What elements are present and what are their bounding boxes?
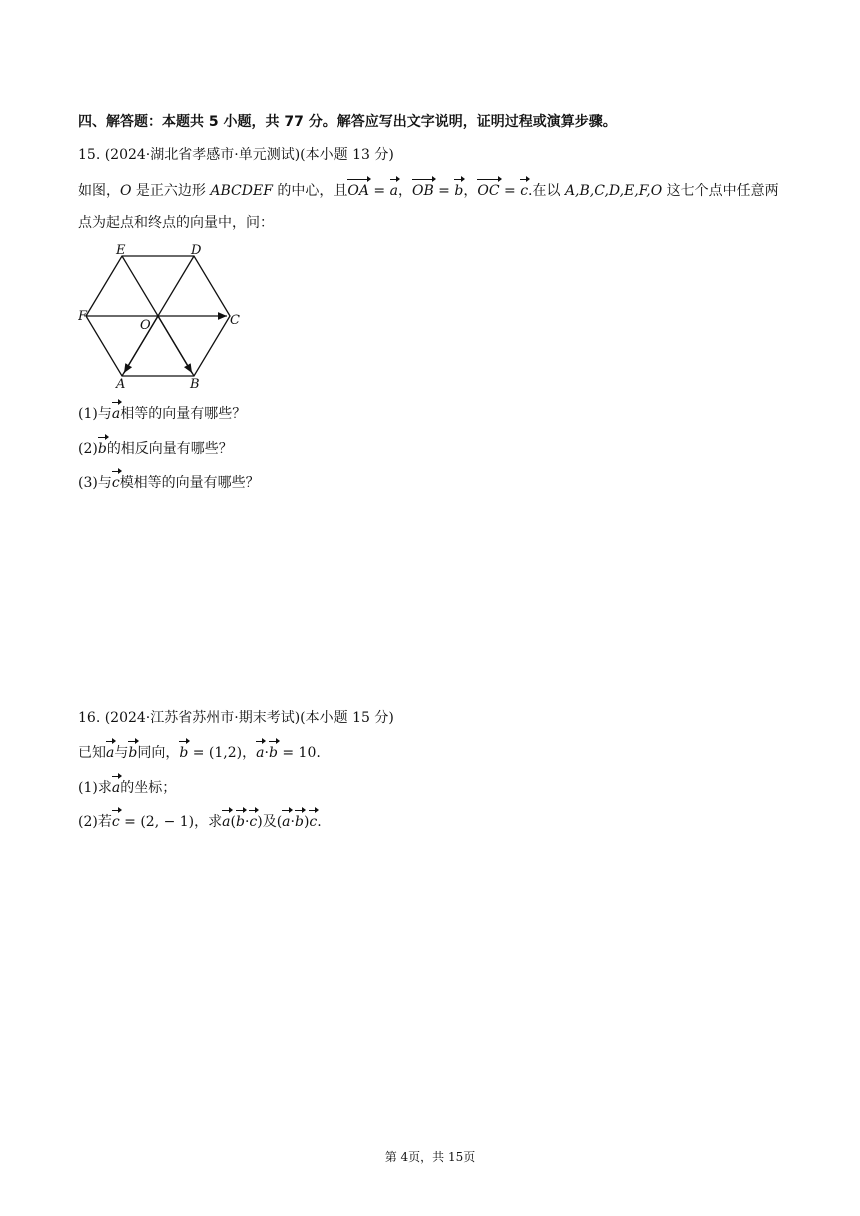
text: (2)若 (78, 814, 112, 830)
text: 同向， (137, 745, 180, 761)
vector-OC: OC (477, 183, 500, 199)
vector-OB: OB (411, 183, 434, 199)
section-title: 四、解答题：本题共 5 小题，共 77 分。解答应写出文字说明，证明过程或演算步骤。 (78, 114, 617, 130)
text: 相等的向量有哪些？ (120, 406, 247, 422)
hexagon-figure (78, 240, 248, 390)
text: ， (397, 183, 412, 199)
text: 与 (114, 745, 129, 761)
vector-b: b (454, 183, 464, 199)
text: (1)求 (78, 780, 112, 796)
label-C: C (230, 313, 240, 328)
dot: · (290, 814, 295, 830)
vector-a: a (111, 780, 121, 796)
vector-b: b (294, 814, 304, 830)
text: (2) (78, 441, 98, 457)
label-A: A (116, 377, 126, 390)
text: 是正六边形 (131, 183, 211, 199)
q16-header: 16. (2024·江苏省苏州市·期末考试)(本小题 15 分) (78, 710, 394, 726)
vector-b: b (235, 814, 245, 830)
vector-c: c (111, 475, 120, 491)
vector-b: b (97, 441, 107, 457)
label-O: O (140, 318, 151, 333)
text: 模相等的向量有哪些？ (119, 475, 260, 491)
text: = (1,2)， (188, 745, 257, 761)
text: ( (230, 814, 236, 830)
vector-a: a (389, 183, 398, 199)
q16-part2 (78, 812, 322, 832)
text: ) (303, 814, 310, 830)
point-list: A,B,C,D,E,F,O (564, 183, 663, 199)
text: 的相反向量有哪些？ (106, 441, 233, 457)
q15-stem-line1 (78, 181, 779, 201)
q16-part1 (78, 778, 176, 798)
vector-c: c (249, 814, 258, 830)
label-E: E (116, 243, 126, 258)
label-B: B (190, 377, 200, 390)
text: = (433, 183, 455, 199)
text: (1)与 (78, 406, 112, 422)
text: = 10. (277, 745, 321, 761)
vector-c: c (309, 814, 318, 830)
q15-part2 (78, 439, 233, 459)
vector-a: a (256, 745, 265, 761)
vector-b: b (268, 745, 278, 761)
text: = (368, 183, 390, 199)
text: )及( (257, 814, 283, 830)
vector-b: b (179, 745, 189, 761)
q16-stem (78, 743, 321, 763)
vector-a: a (282, 814, 291, 830)
text: . (317, 814, 322, 830)
text: 的中心，且 (272, 183, 348, 199)
hexagon-name: ABCDEF (210, 183, 273, 199)
vector-arrow-OB (158, 316, 192, 373)
q15-part3 (78, 473, 260, 493)
vector-c: c (111, 814, 120, 830)
label-D: D (191, 243, 202, 258)
text: = (499, 183, 521, 199)
vector-a: a (106, 745, 115, 761)
vector-c: c (520, 183, 529, 199)
vector-OA: OA (347, 183, 369, 199)
text: 如图， (78, 183, 120, 199)
text: 已知 (78, 745, 106, 761)
q15-header: 15. (2024·湖北省孝感市·单元测试)(本小题 13 分) (78, 147, 394, 163)
text: .在以 (528, 183, 565, 199)
vector-a: a (222, 814, 231, 830)
q15-stem-line2: 点为起点和终点的向量中，问： (78, 215, 274, 231)
label-F: F (78, 309, 88, 324)
text: (3)与 (78, 475, 112, 491)
dot: · (244, 814, 250, 830)
page-footer: 第 4页，共 15页 (384, 1150, 476, 1164)
dot: · (264, 745, 269, 761)
text: 的坐标； (120, 780, 177, 796)
point-O: O (120, 183, 132, 199)
text: ， (463, 183, 478, 199)
vector-b: b (128, 745, 138, 761)
vector-a: a (111, 406, 121, 422)
text: 这七个点中任意两 (662, 183, 779, 199)
q15-part1 (78, 404, 246, 424)
text: = (2, − 1)，求 (119, 814, 223, 830)
